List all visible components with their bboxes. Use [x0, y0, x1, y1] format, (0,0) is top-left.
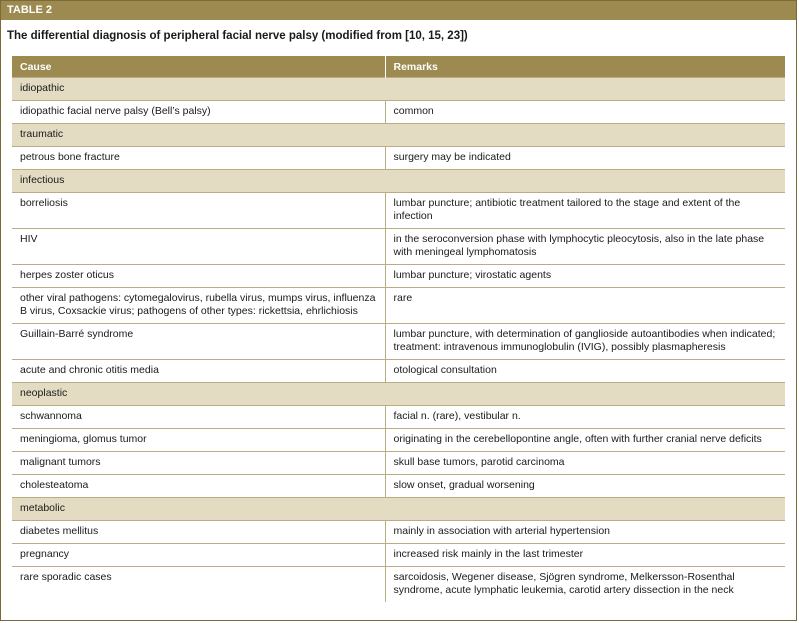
remarks-cell: sarcoidosis, Wegener disease, Sjögren syndrome, Melkersson-Rosenthal syndrome, acute lymphatic leukemia, carotid artery dissection in the neck	[385, 567, 785, 603]
category-label: metabolic	[12, 498, 785, 521]
category-row	[12, 170, 785, 193]
header-cause: Cause	[12, 56, 385, 78]
table-row	[12, 452, 785, 475]
table-caption: The differential diagnosis of peripheral facial nerve palsy (modified from [10, 15, 23])	[7, 30, 468, 42]
differential-diagnosis-table	[12, 56, 785, 602]
cause-cell: herpes zoster oticus	[12, 265, 385, 288]
header-row	[12, 56, 785, 78]
table-row	[12, 229, 785, 265]
table-row	[12, 567, 785, 603]
table-label: TABLE 2	[1, 1, 796, 20]
table-row	[12, 521, 785, 544]
category-label: traumatic	[12, 124, 785, 147]
cause-cell: schwannoma	[12, 406, 385, 429]
remarks-cell: lumbar puncture; antibiotic treatment tailored to the stage and extent of the infection	[385, 193, 785, 229]
remarks-cell: surgery may be indicated	[385, 147, 785, 170]
cause-cell: petrous bone fracture	[12, 147, 385, 170]
table-row	[12, 360, 785, 383]
cause-cell: acute and chronic otitis media	[12, 360, 385, 383]
cause-cell: meningioma, glomus tumor	[12, 429, 385, 452]
table-row	[12, 265, 785, 288]
category-row	[12, 124, 785, 147]
table-row	[12, 429, 785, 452]
cause-cell: rare sporadic cases	[12, 567, 385, 603]
category-label: idiopathic	[12, 78, 785, 101]
cause-cell: idiopathic facial nerve palsy (Bell’s palsy)	[12, 101, 385, 124]
remarks-cell: increased risk mainly in the last trimester	[385, 544, 785, 567]
table-row	[12, 147, 785, 170]
remarks-cell: originating in the cerebellopontine angle, often with further cranial nerve deficits	[385, 429, 785, 452]
cause-cell: Guillain-Barré syndrome	[12, 324, 385, 360]
table-row	[12, 324, 785, 360]
category-row	[12, 498, 785, 521]
cause-cell: cholesteatoma	[12, 475, 385, 498]
cause-cell: diabetes mellitus	[12, 521, 385, 544]
category-row	[12, 78, 785, 101]
remarks-cell: mainly in association with arterial hypertension	[385, 521, 785, 544]
remarks-cell: lumbar puncture; virostatic agents	[385, 265, 785, 288]
remarks-cell: facial n. (rare), vestibular n.	[385, 406, 785, 429]
table-row	[12, 288, 785, 324]
remarks-cell: rare	[385, 288, 785, 324]
header-remarks: Remarks	[385, 56, 785, 78]
remarks-cell: in the seroconversion phase with lymphocytic pleocytosis, also in the late phase with meningeal lymphomatosis	[385, 229, 785, 265]
cause-cell: HIV	[12, 229, 385, 265]
cause-cell: malignant tumors	[12, 452, 385, 475]
category-label: neoplastic	[12, 383, 785, 406]
remarks-cell: skull base tumors, parotid carcinoma	[385, 452, 785, 475]
remarks-cell: otological consultation	[385, 360, 785, 383]
table-row	[12, 101, 785, 124]
category-label: infectious	[12, 170, 785, 193]
table-row	[12, 193, 785, 229]
table-row	[12, 406, 785, 429]
remarks-cell: lumbar puncture, with determination of ganglioside autoantibodies when indicated; treatment: intravenous immunoglobulin (IVIG), possibly plasmapheresis	[385, 324, 785, 360]
remarks-cell: slow onset, gradual worsening	[385, 475, 785, 498]
category-row	[12, 383, 785, 406]
table-row	[12, 475, 785, 498]
cause-cell: borreliosis	[12, 193, 385, 229]
cause-cell: other viral pathogens: cytomegalovirus, rubella virus, mumps virus, influenza B virus, Coxsackie virus; pathogens of other types: rickettsia, ehrlichiosis	[12, 288, 385, 324]
cause-cell: pregnancy	[12, 544, 385, 567]
remarks-cell: common	[385, 101, 785, 124]
table-row	[12, 544, 785, 567]
